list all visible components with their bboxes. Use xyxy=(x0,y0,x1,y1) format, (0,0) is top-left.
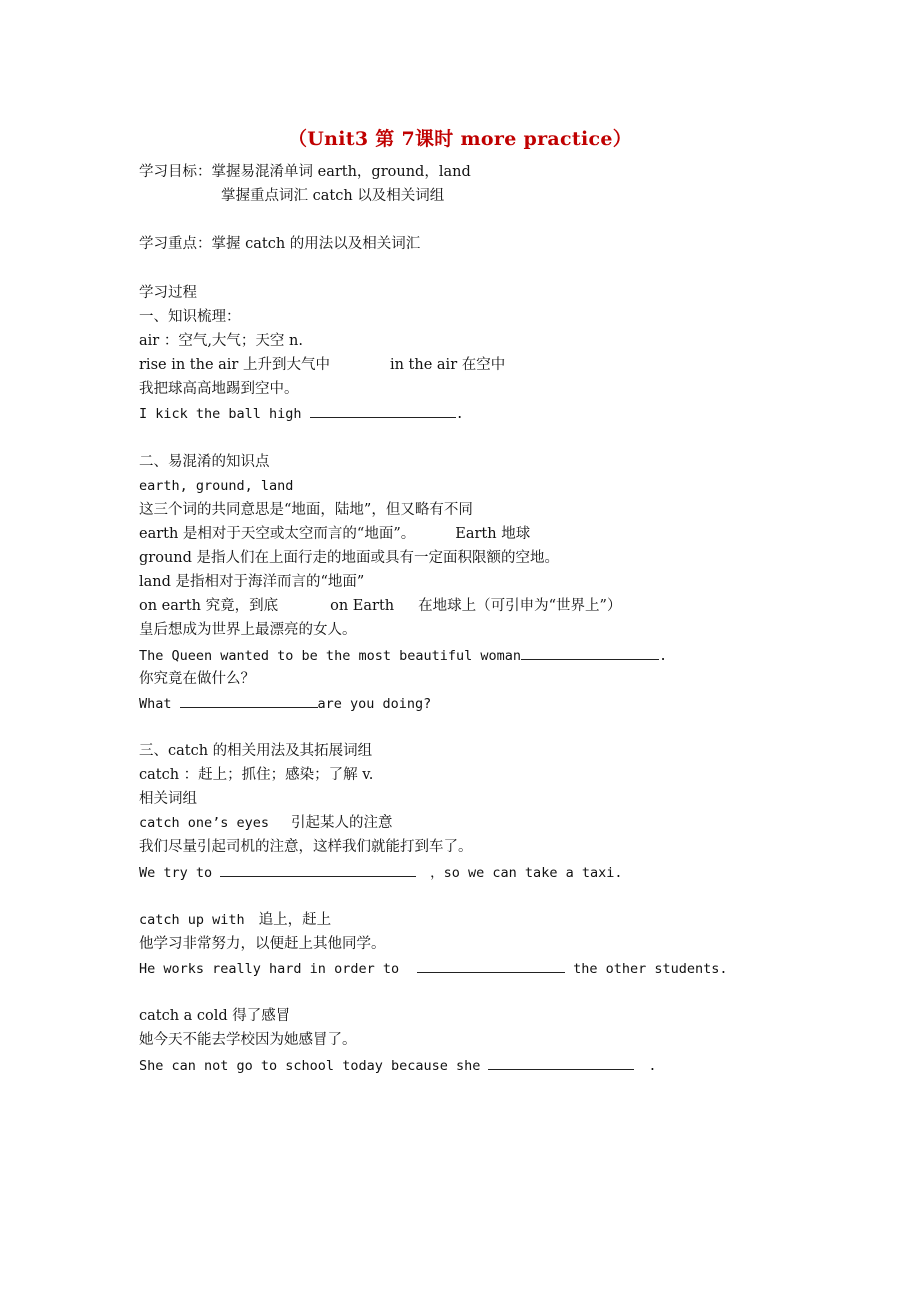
ground-description: ground 是指人们在上面行走的地面或具有一定面积限额的空地。 xyxy=(139,550,560,566)
catch-eyes-en xyxy=(139,862,622,883)
queen-example-cn: 皇后想成为世界上最漂亮的女人。 xyxy=(139,622,357,638)
on-earth-line xyxy=(139,596,621,616)
confusable-words: earth, ground, land xyxy=(139,478,294,494)
catch-eyes-cn: 我们尽量引起司机的注意，这样我们就能打到车了。 xyxy=(139,839,473,855)
queen-example-en xyxy=(139,645,667,666)
objectives-text-1: 掌握易混淆单词 earth，ground，land xyxy=(211,164,471,180)
what-example-en xyxy=(139,693,431,714)
in-air-phrase: in the air 在空中 xyxy=(389,357,506,373)
section2-heading: 二、易混淆的知识点 xyxy=(139,454,270,470)
what-example-cn: 你究竟在做什么？ xyxy=(139,671,255,687)
catch-cold-en-prefix: She can not go to school today because she xyxy=(139,1058,481,1074)
focus-line xyxy=(139,234,420,254)
air-example-en-suffix: . xyxy=(455,406,464,422)
answer-blank[interactable] xyxy=(180,693,318,708)
catch-up-phrase: catch up with xyxy=(139,912,245,928)
air-definition: air ：空气,大气；天空 n. xyxy=(139,333,303,349)
earth-line xyxy=(139,524,530,544)
catch-eyes-en-prefix: We try to xyxy=(139,865,213,881)
on-earth-cap-meaning: 在地球上（可引申为“世界上”） xyxy=(418,598,622,614)
catch-definition: catch ：赶上；抓住；感染；了解 v. xyxy=(139,767,374,783)
what-example-en-prefix: What xyxy=(139,696,172,712)
land-description: land 是指相对于海洋而言的“地面” xyxy=(139,574,365,590)
objectives-line-1 xyxy=(139,162,471,182)
objectives-label: 学习目标： xyxy=(139,164,212,180)
catch-up-en xyxy=(139,958,728,979)
air-phrases-line xyxy=(139,355,505,375)
catch-cold-en-suffix: . xyxy=(648,1058,657,1074)
objectives-text-2: 掌握重点词汇 catch 以及相关词组 xyxy=(221,188,445,204)
catch-eyes-meaning: 引起某人的注意 xyxy=(291,815,393,831)
catch-cold-cn: 她今天不能去学校因为她感冒了。 xyxy=(139,1032,357,1048)
catch-cold-en xyxy=(139,1055,657,1076)
catch-eyes-en-suffix: ，so we can take a taxi. xyxy=(430,865,623,881)
answer-blank[interactable] xyxy=(310,403,456,418)
focus-label: 学习重点： xyxy=(139,236,212,252)
catch-cold-phrase: catch a cold 得了感冒 xyxy=(139,1008,291,1024)
process-heading: 学习过程 xyxy=(139,285,197,301)
common-meaning: 这三个词的共同意思是“地面，陆地”，但又略有不同 xyxy=(139,502,473,518)
air-example-en-prefix: I kick the ball high xyxy=(139,406,302,422)
focus-text: 掌握 catch 的用法以及相关词汇 xyxy=(211,236,421,252)
queen-example-en-prefix: The Queen wanted to be the most beautiful woman xyxy=(139,648,522,664)
page-title: （Unit3 第 7课时 more practice） xyxy=(287,128,633,150)
queen-example-en-suffix: . xyxy=(659,648,668,664)
section3-heading: 三、catch 的相关用法及其拓展词组 xyxy=(139,743,373,759)
rise-in-air-phrase: rise in the air 上升到大气中 xyxy=(139,357,330,373)
catch-up-en-prefix: He works really hard in order to xyxy=(139,961,400,977)
earth-description: earth 是相对于天空或太空而言的“地面”。 xyxy=(139,526,416,542)
on-earth-cap-phrase: on Earth xyxy=(330,598,395,614)
what-example-en-suffix: are you doing? xyxy=(317,696,432,712)
section1-heading: 一、知识梳理： xyxy=(139,309,241,325)
catch-up-meaning: 追上，赶上 xyxy=(258,912,332,928)
catch-eyes-phrase: catch one’s eyes xyxy=(139,815,270,831)
air-example-cn: 我把球高高地踢到空中。 xyxy=(139,381,299,397)
catch-up-en-suffix: the other students. xyxy=(573,961,728,977)
answer-blank[interactable] xyxy=(417,958,565,973)
answer-blank[interactable] xyxy=(488,1055,634,1070)
answer-blank[interactable] xyxy=(220,862,416,877)
answer-blank[interactable] xyxy=(521,645,659,660)
air-example-en xyxy=(139,403,464,424)
earth-globe: Earth 地球 xyxy=(455,526,531,542)
catch-up-line xyxy=(139,910,331,930)
on-earth-phrase: on earth 究竟，到底 xyxy=(139,598,279,614)
catch-up-cn: 他学习非常努力，以便赶上其他同学。 xyxy=(139,936,386,952)
related-phrases-heading: 相关词组 xyxy=(139,791,197,807)
catch-eyes-line xyxy=(139,813,393,833)
